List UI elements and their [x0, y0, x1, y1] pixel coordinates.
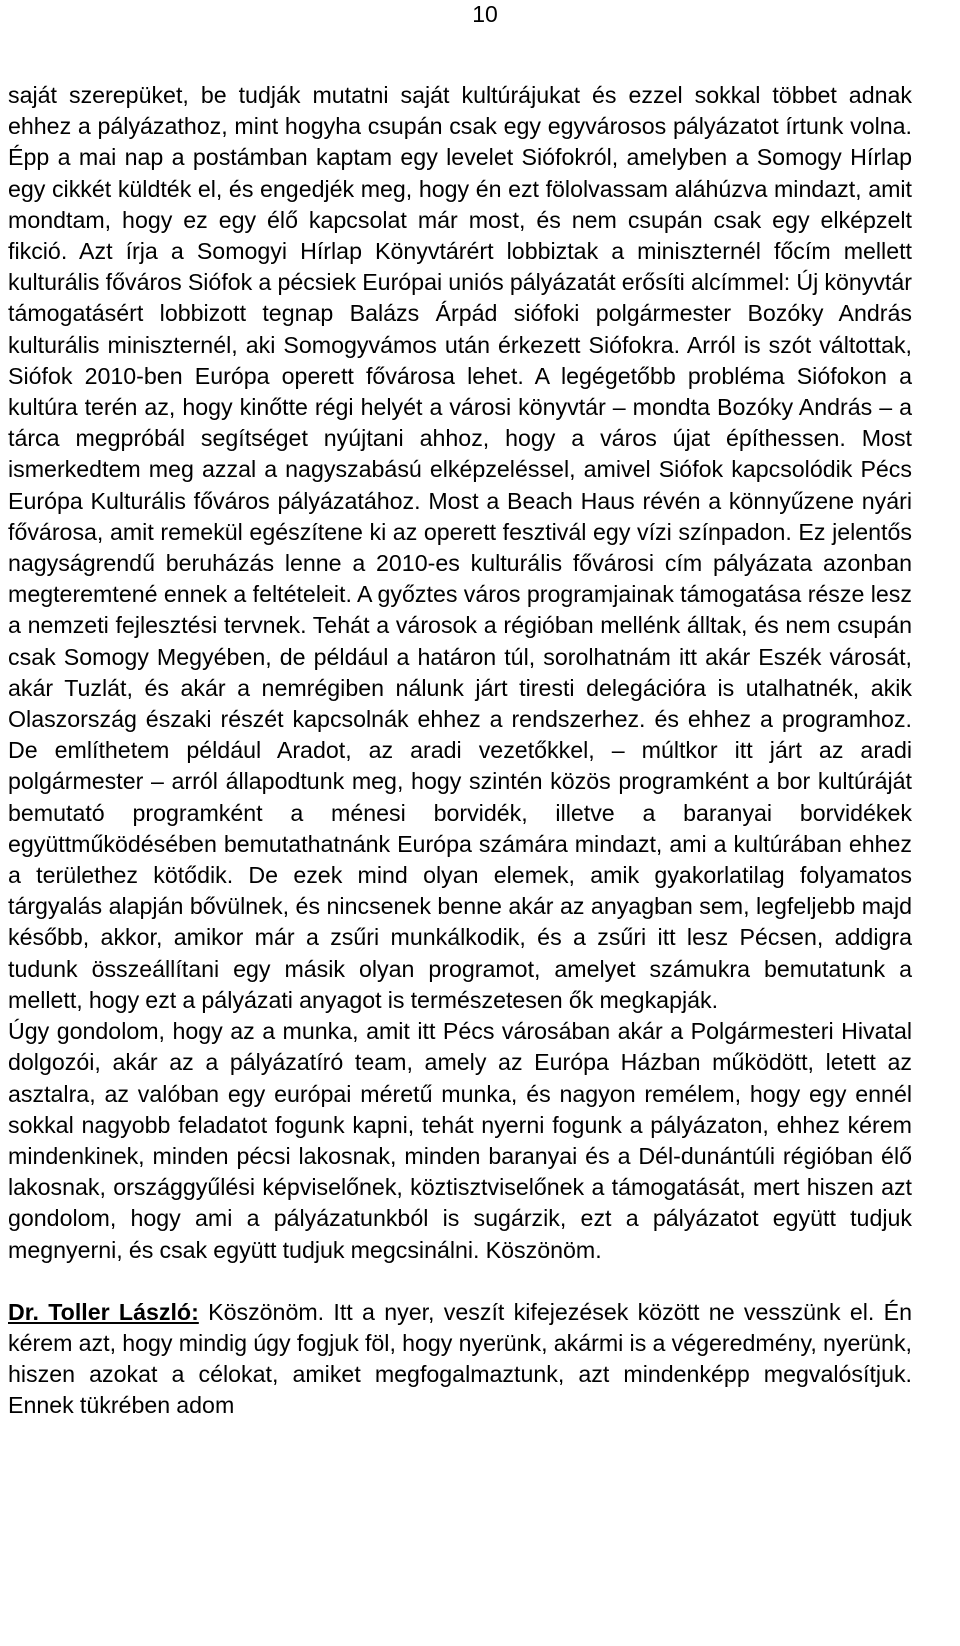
- paragraph-2: Úgy gondolom, hogy az a munka, amit itt Pécs városában akár a Polgármesteri Hivatal dolgozói, akár az a pályázatíró team, amely az Európa Házban működött, letett az asztalra, az valóban egy európai méretű munka, és nagyon remélem, hogy egy ennél sokkal nagyobb feladatot fogunk kapni, tehát nyerni fogunk a pályázaton, ehhez kérem mindenkinek, minden pécsi lakosnak, minden baranyai és a Dél-dunántúli régióban élő lakosnak, országgyűlési képviselőnek, köztisztviselőnek a támogatását, mert hiszen azt gondolom, hogy ami a pályázatunkból is sugárzik, ezt a pályázatot együtt tudjuk megnyerni, és csak együtt tudjuk megcsinálni. Köszönöm.: [8, 1018, 912, 1263]
- page-number: 10: [472, 1, 498, 27]
- document-body: [8, 80, 912, 1422]
- speaker-name: Dr. Toller László:: [8, 1298, 199, 1325]
- paragraph-spacer: [8, 1266, 912, 1297]
- speaker-text: Köszönöm. Itt a nyer, veszít kifejezések között ne vesszünk el. Én kérem azt, hogy mindig úgy fogjuk föl, hogy nyerünk, akármi is a végeredmény, nyerünk, hiszen azokat a célokat, amiket megfogalmaztunk, azt mindenképp megvalósítjuk. Ennek tükrében adom: [8, 1298, 912, 1419]
- paragraph-1: saját szerepüket, be tudják mutatni saját kultúrájukat és ezzel sokkal többet adnak ehhez a pályázathoz, mint hogyha csupán csak egy egyvárosos pályázatot írtunk volna. Épp a mai nap a postámban kaptam egy levelet Siófokról, amelyben a Somogy Hírlap egy cikkét küldték el, és engedjék meg, hogy én ezt fölolvassam aláhúzva mindazt, amit mondtam, hogy ez egy élő kapcsolat már most, és nem csupán csak egy elképzelt fikció. Azt írja a Somogyi Hírlap Könyvtárért lobbiztak a miniszternél főcím mellett kulturális főváros Siófok a pécsiek Európai uniós pályázatát erősíti alcímmel: Új könyvtár támogatásért lobbizott tegnap Balázs Árpád siófoki polgármester Bozóky András kulturális miniszternél, aki Somogyvámos után érkezett Siófokra. Arról is szót váltottak, Siófok 2010-ben Európa operett fővárosa lehet. A legégetőbb probléma Siófokon a kultúra terén az, hogy kinőtte régi helyét a városi könyvtár – mondta Bozóky András – a tárca megpróbál segítséget nyújtani ahhoz, hogy a város újat építhessen. Most ismerkedtem meg azzal a nagyszabású elképzeléssel, amivel Siófok kapcsolódik Pécs Európa Kulturális főváros pályázatához. Most a Beach Haus révén a könnyűzene nyári fővárosa, amit remekül egészítene ki az operett fesztivál egy vízi színpadon. Ez jelentős nagyságrendű beruházás lenne a 2010-es kulturális fővárosi cím pályázata azonban megteremtené ennek a feltételeit. A győztes város programjainak támogatása része lesz a nemzeti fejlesztési tervnek. Tehát a városok a régióban mellénk álltak, és nem csupán csak Somogy Megyében, de például a határon túl, sorolhatnám itt akár Eszék városát, akár Tuzlát, és akár a nemrégiben nálunk járt tiresti delegációra is utalhatnék, akik Olaszország északi részét kapcsolnák ehhez a rendszerhez. és ehhez a programhoz. De említhetem például Aradot, az aradi vezetőkkel, – múltkor itt járt az aradi polgármester – arról állapodtunk meg, hogy szintén közös programként a bor kultúráját bemutató programként a ménesi borvidék, illetve a baranyai borvidékek együttműködésében bemutathatnánk Európa számára mindazt, ami a kultúrában ehhez a területhez kötődik. De ezek mind olyan elemek, amik gyakorlatilag folyamatos tárgyalás alapján bővülnek, és nincsenek benne akár az anyagban sem, legfeljebb majd később, akkor, amikor már a zsűri munkálkodik, és a zsűri itt lesz Pécsen, addigra tudunk összeállítani egy másik olyan programot, amelyet számukra bemutatunk a mellett, hogy ezt a pályázati anyagot is természetesen ők megkapják.: [8, 82, 912, 1013]
- paragraph-3: [8, 1297, 912, 1422]
